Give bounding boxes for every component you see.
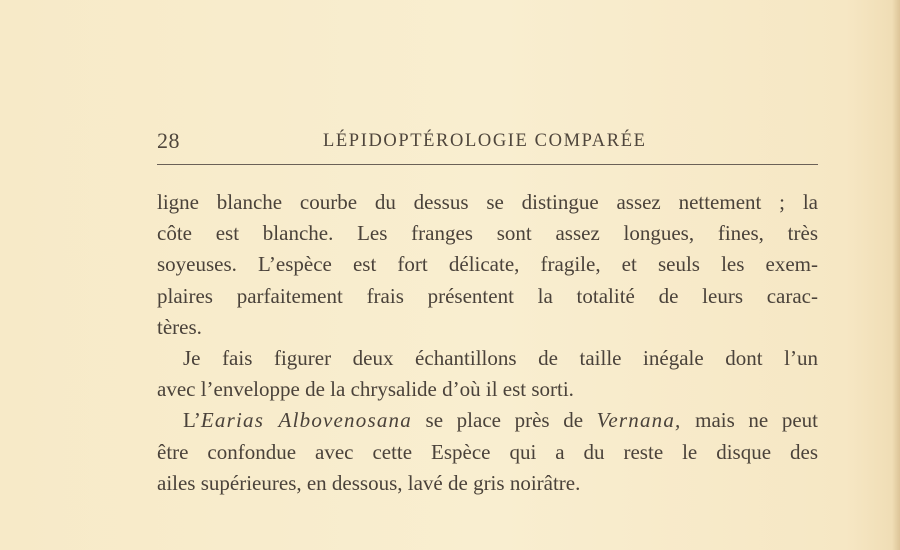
- paragraph-3: [157, 405, 818, 499]
- body-text: [157, 187, 818, 499]
- text-line: tères.: [157, 314, 202, 339]
- text-line: côte est blanche. Les franges sont assez longues, fines, très: [157, 221, 818, 246]
- paragraph-2: [157, 343, 818, 405]
- text-line: avec l’enveloppe de la chrysalide d’où il est sorti.: [157, 377, 574, 402]
- text-line: être confondue avec cette Espèce qui a du reste le disque des: [157, 439, 818, 464]
- text-run: mais ne peut: [681, 408, 819, 433]
- text-line: ailes supérieures, en dessous, lavé de gris noirâtre.: [157, 470, 581, 495]
- text-run: L’: [183, 408, 201, 433]
- running-title: LÉPIDOPTÉROLOGIE COMPARÉE: [323, 131, 647, 151]
- text-line: [157, 405, 818, 436]
- text-line: Je fais figurer deux échantillons de taille inégale dont l’un: [183, 345, 818, 370]
- page-number: 28: [157, 128, 180, 153]
- text-run: se place près de: [411, 408, 597, 433]
- species-reference: Vernana,: [596, 408, 682, 433]
- running-header: [157, 128, 817, 156]
- species-name: Earias Albovenosana: [200, 408, 412, 433]
- text-line: ligne blanche courbe du dessus se distingue assez nettement ; la: [157, 190, 818, 214]
- text-line: plaires parfaitement frais présentent la totalité de leurs carac-: [157, 283, 818, 308]
- page-edge-shadow: [892, 0, 900, 550]
- paragraph-1: [157, 187, 818, 343]
- text-line: soyeuses. L’espèce est fort délicate, fragile, et seuls les exem-: [157, 252, 818, 277]
- header-rule: [157, 164, 818, 165]
